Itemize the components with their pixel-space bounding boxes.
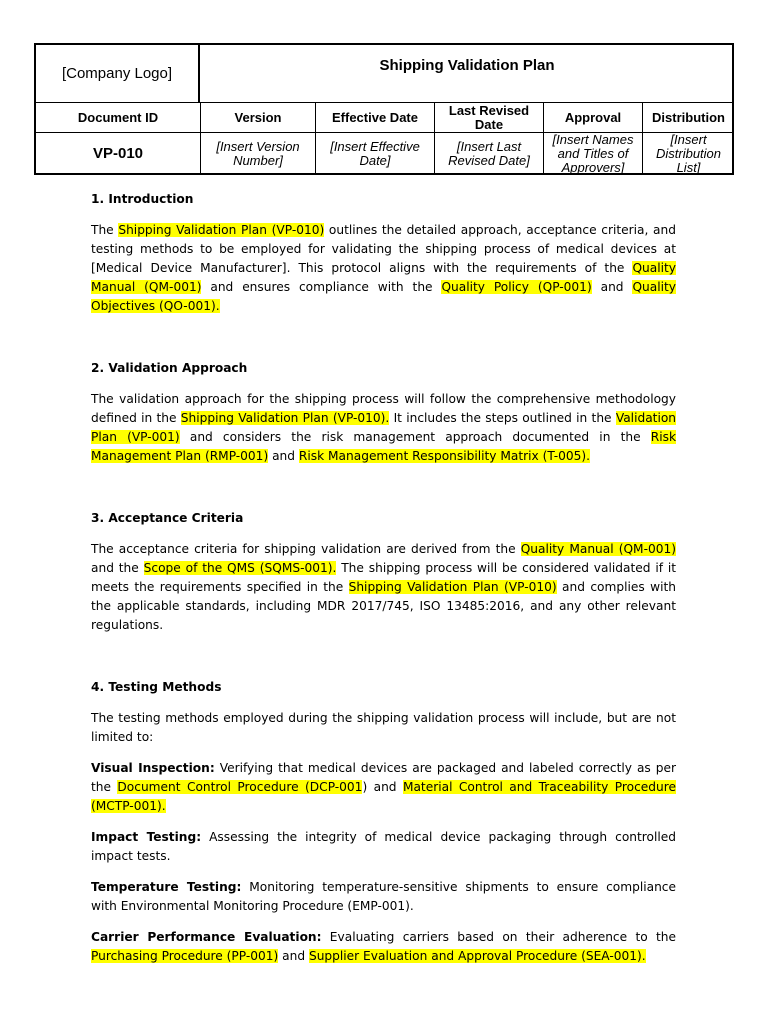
- document-header-table: [34, 43, 734, 175]
- effective-date-value: [Insert Effective Date]: [315, 133, 434, 175]
- testing-methods-intro: The testing methods employed during the shipping validation process will include, but are not limited to:: [91, 711, 676, 744]
- column-header-effective-date: Effective Date: [315, 103, 434, 133]
- document-title: Shipping Validation Plan: [379, 57, 555, 74]
- highlighted-reference: Quality Manual (QM-001): [91, 261, 676, 294]
- highlighted-reference: Scope of the QMS (SQMS-001).: [143, 561, 337, 575]
- acceptance-criteria-paragraph: The acceptance criteria for shipping validation are derived from the Quality Manual (QM-001) and the Scope of the QMS (SQMS-001). The shipping process will be considered validated if it meets the requirements specified in the Shipping Validation Plan (VP-010) and complies with the applicable standards, including MDR 2017/745, ISO 13485:2016, and any other relevant regulations.: [91, 542, 677, 632]
- column-header-distribution: Distribution: [642, 103, 734, 133]
- section-heading-introduction: 1. Introduction: [91, 192, 194, 206]
- introduction-paragraph: The Shipping Validation Plan (VP-010) outlines the detailed approach, acceptance criteria, and testing methods to be employed for validating the shipping process of medical devices at [Medical Device Manufacturer]. This protocol aligns with the requirements of the Quality Manual (QM-001) and ensures compliance with the Quality Policy (QP-001) and Quality Objectives (QO-001).: [91, 223, 676, 313]
- highlighted-reference: Quality Manual (QM-001): [520, 542, 676, 556]
- highlighted-reference: Shipping Validation Plan (VP-010): [118, 223, 325, 237]
- highlighted-reference: Material Control and Traceability Procedure (MCTP-001).: [91, 780, 676, 813]
- testing-item-carrier-evaluation: Carrier Performance Evaluation: Evaluating carriers based on their adherence to the Purchasing Procedure (PP-001) and Supplier Evaluation and Approval Procedure (SEA-001).: [91, 930, 676, 963]
- highlighted-reference: Supplier Evaluation and Approval Procedure (SEA-001).: [308, 949, 646, 963]
- highlighted-reference: Risk Management Plan (RMP-001): [91, 430, 677, 463]
- document-id-value: VP-010: [92, 145, 144, 162]
- validation-approach-paragraph: The validation approach for the shipping process will follow the comprehensive methodology defined in the Shipping Validation Plan (VP-010). It includes the steps outlined in the Validation Plan (VP-001) and considers the risk management approach documented in the Risk Management Plan (RMP-001) and Risk Management Responsibility Matrix (T-005).: [91, 392, 677, 463]
- highlighted-reference: Document Control Procedure (DCP-001: [117, 780, 363, 794]
- section-heading-validation-approach: 2. Validation Approach: [91, 361, 248, 375]
- testing-item-temperature-testing: Temperature Testing: Monitoring temperature-sensitive shipments to ensure compliance with Environmental Monitoring Procedure (EMP-001).: [91, 880, 676, 913]
- column-header-approval: Approval: [543, 103, 642, 133]
- highlighted-reference: Quality Policy (QP-001): [441, 280, 592, 294]
- column-header-last-revised-date: Last Revised Date: [434, 103, 543, 133]
- document-body: [91, 190, 676, 966]
- testing-item-visual-inspection: Visual Inspection: Verifying that medical devices are packaged and labeled correctly as per the Document Control Procedure (DCP-001) and Material Control and Traceability Procedure (MCTP-001).: [91, 761, 677, 813]
- highlighted-reference: Validation Plan (VP-001): [91, 411, 677, 444]
- section-heading-acceptance-criteria: 3. Acceptance Criteria: [91, 511, 244, 525]
- column-header-document-id: Document ID: [77, 110, 159, 125]
- distribution-value: [Insert Distribution List]: [642, 133, 734, 175]
- column-header-version: Version: [200, 103, 315, 133]
- highlighted-reference: Purchasing Procedure (PP-001): [91, 949, 279, 963]
- highlighted-reference: Shipping Validation Plan (VP-010).: [180, 411, 390, 425]
- company-logo-placeholder: [Company Logo]: [36, 45, 200, 103]
- last-revised-date-value: [Insert Last Revised Date]: [434, 133, 543, 175]
- highlighted-reference: Quality Objectives (QO-001).: [91, 280, 676, 313]
- approval-value: [Insert Names and Titles of Approvers]: [543, 133, 642, 175]
- version-value: [Insert Version Number]: [200, 133, 315, 175]
- highlighted-reference: Risk Management Responsibility Matrix (T-005).: [298, 449, 590, 463]
- section-heading-testing-methods: 4. Testing Methods: [91, 680, 222, 694]
- testing-item-impact-testing: Impact Testing: Assessing the integrity of medical device packaging through controlled impact tests.: [91, 830, 677, 863]
- highlighted-reference: Shipping Validation Plan (VP-010): [348, 580, 557, 594]
